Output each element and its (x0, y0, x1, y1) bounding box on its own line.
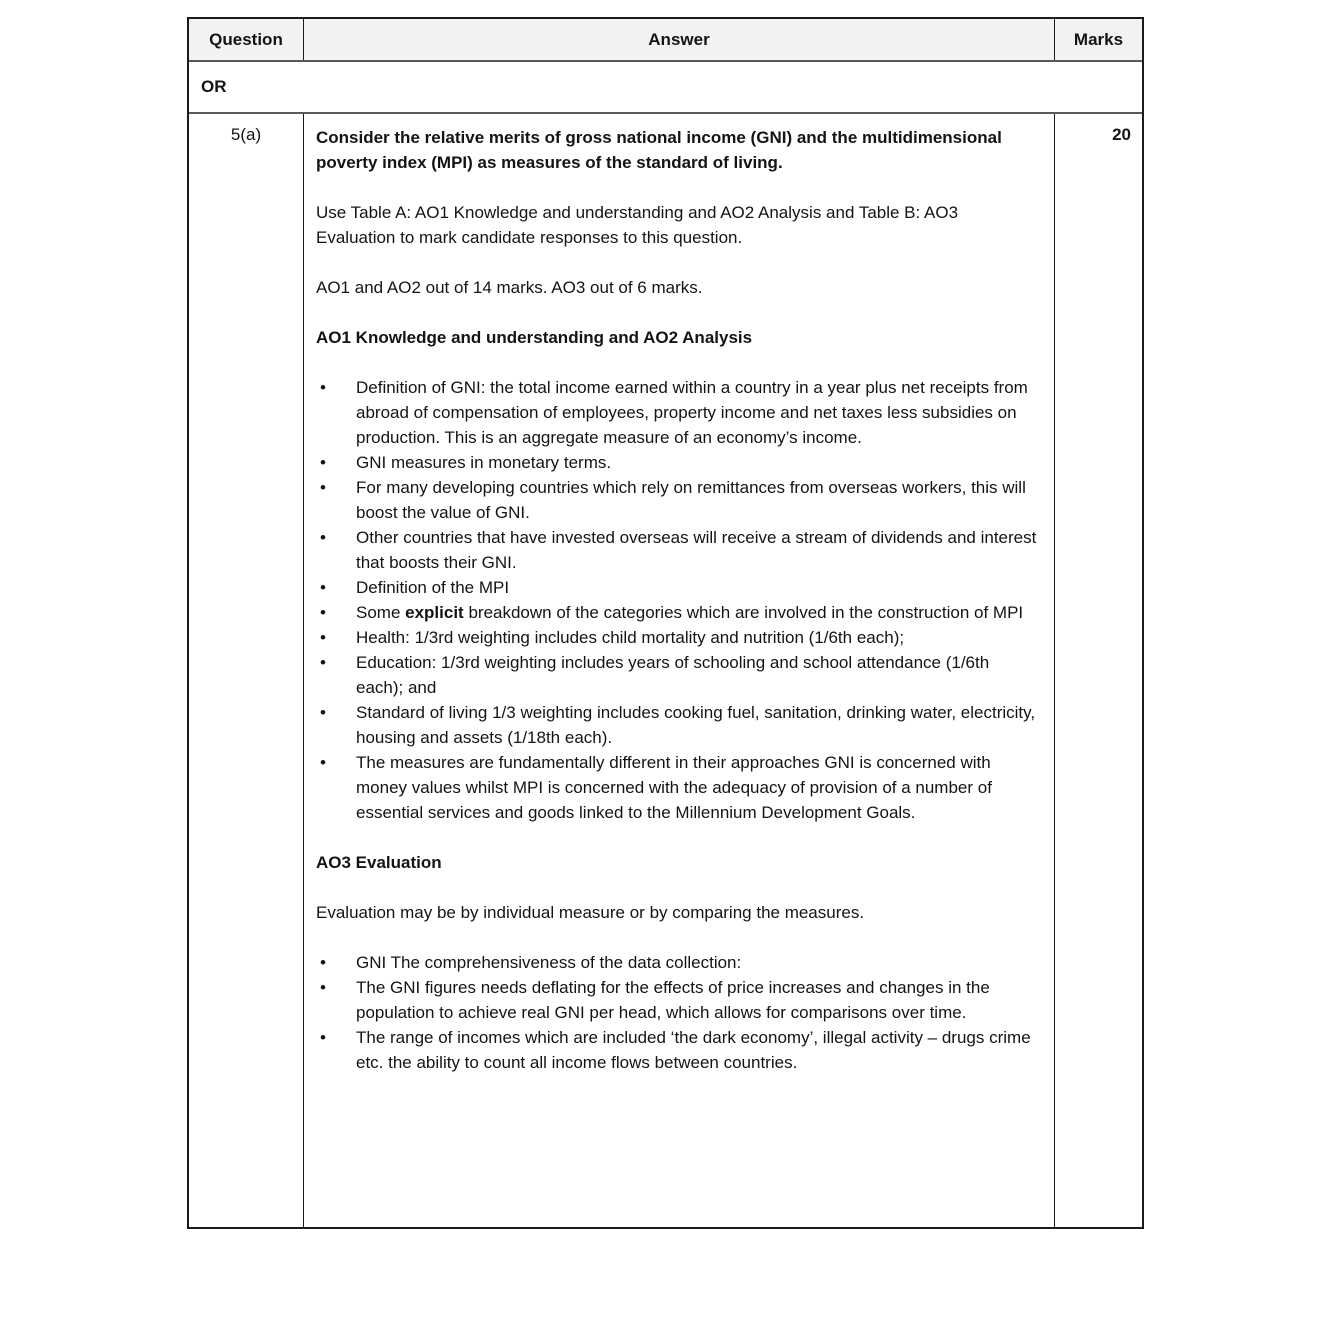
bullet-item: • GNI measures in monetary terms. (316, 450, 1040, 475)
ao3-bullet-list (316, 950, 1040, 1075)
header-question: Question (189, 19, 304, 60)
table-header-row (189, 19, 1142, 62)
bullet-item: • The range of incomes which are included ‘the dark economy’, illegal activity – drugs crime etc. the ability to count all income flows between countries. (316, 1025, 1040, 1075)
bullet-item: • Health: 1/3rd weighting includes child mortality and nutrition (1/6th each); (316, 625, 1040, 650)
marks-value: 20 (1112, 125, 1131, 144)
answer-cell (304, 114, 1054, 1227)
question-number-cell (189, 114, 304, 1227)
bullet-item: • Other countries that have invested overseas will receive a stream of dividends and interest that boosts their GNI. (316, 525, 1040, 575)
bullet-item: • Definition of the MPI (316, 575, 1040, 600)
marks-split: AO1 and AO2 out of 14 marks. AO3 out of 6 marks. (316, 278, 703, 297)
bullet-item: • The measures are fundamentally different in their approaches GNI is concerned with money values whilst MPI is concerned with the adequacy of provision of a number of essential services and goods linked to the Millennium Development Goals. (316, 750, 1040, 825)
bullet-item: • The GNI figures needs deflating for the effects of price increases and changes in the population to achieve real GNI per head, which allows for comparisons over time. (316, 975, 1040, 1025)
marks-cell (1054, 114, 1142, 1227)
evaluation-note: Evaluation may be by individual measure or by comparing the measures. (316, 903, 865, 922)
or-label: OR (201, 77, 227, 96)
header-marks: Marks (1054, 19, 1142, 60)
marking-guidance: Use Table A: AO1 Knowledge and understanding and AO2 Analysis and Table B: AO3 Evaluation to mark candidate responses to this question. (316, 203, 959, 247)
answer-row (189, 114, 1142, 1227)
ao1-heading: AO1 Knowledge and understanding and AO2 Analysis (316, 328, 753, 347)
question-statement: Consider the relative merits of gross national income (GNI) and the multidimensional poverty index (MPI) as measures of the standard of living. (316, 128, 1002, 172)
bullet-item: • GNI The comprehensiveness of the data collection: (316, 950, 1040, 975)
bullet-item: • Some explicit breakdown of the categories which are involved in the construction of MPI (316, 600, 1040, 625)
question-number: 5(a) (230, 125, 262, 144)
header-answer: Answer (648, 29, 710, 49)
mark-scheme-table (187, 17, 1144, 1229)
ao3-heading: AO3 Evaluation (316, 853, 442, 872)
bullet-item: • For many developing countries which rely on remittances from overseas workers, this will boost the value of GNI. (316, 475, 1040, 525)
or-row (189, 62, 1142, 114)
bullet-item: • Education: 1/3rd weighting includes years of schooling and school attendance (1/6th each); and (316, 650, 1040, 700)
ao1-bullet-list (316, 375, 1040, 825)
bullet-item: • Definition of GNI: the total income earned within a country in a year plus net receipts from abroad of compensation of employees, property income and net taxes less subsidies on production. This is an aggregate measure of an economy’s income. (316, 375, 1040, 450)
bullet-item: • Standard of living 1/3 weighting includes cooking fuel, sanitation, drinking water, electricity, housing and assets (1/18th each). (316, 700, 1040, 750)
